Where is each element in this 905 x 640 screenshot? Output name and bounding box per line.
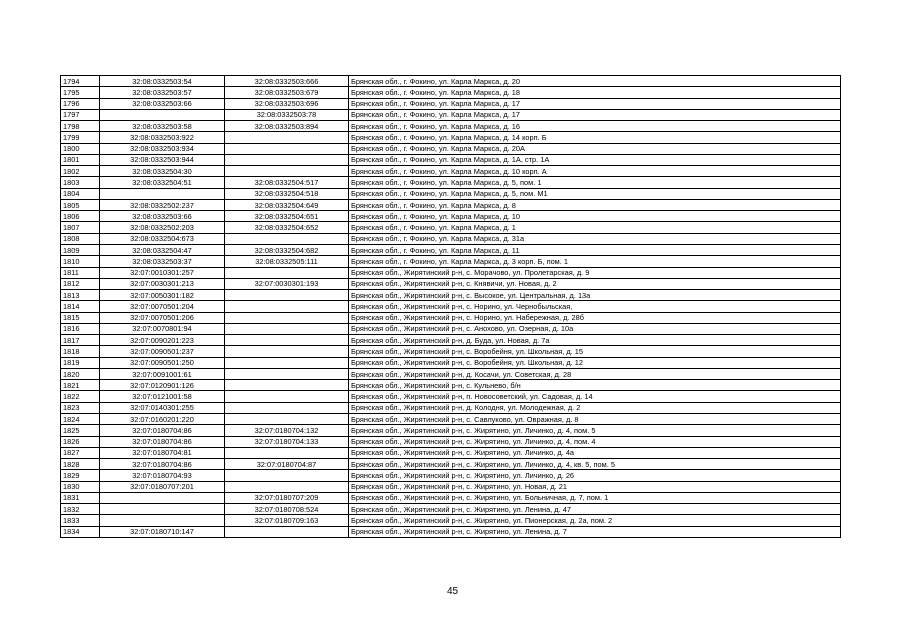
row-number-cell: 1801 <box>61 154 100 165</box>
row-number-cell: 1831 <box>61 492 100 503</box>
address-cell: Брянская обл., Жирятинский р-н, с. Морачово, ул. Пролетарская, д. 9 <box>349 267 841 278</box>
row-number-cell: 1804 <box>61 188 100 199</box>
land-cadastral-number-cell: 32:08:0332504:673 <box>100 233 225 244</box>
address-cell: Брянская обл., Жирятинский р-н, п. Новосоветский, ул. Садовая, д. 14 <box>349 391 841 402</box>
land-cadastral-number-cell: 32:08:0332503:934 <box>100 143 225 154</box>
land-cadastral-number-cell: 32:07:0070801:94 <box>100 323 225 334</box>
object-cadastral-number-cell <box>225 357 349 368</box>
object-cadastral-number-cell: 32:08:0332504:682 <box>225 244 349 255</box>
address-cell: Брянская обл., Жирятинский р-н, с. Жирятино, ул. Личинко, д. 4а <box>349 447 841 458</box>
row-number-cell: 1814 <box>61 301 100 312</box>
address-cell: Брянская обл., г. Фокино, ул. Карла Маркса, д. 17 <box>349 98 841 109</box>
table-row <box>61 447 841 458</box>
address-cell: Брянская обл., Жирятинский р-н, с. Норино, ул. Набережная, д. 28б <box>349 312 841 323</box>
row-number-cell: 1819 <box>61 357 100 368</box>
object-cadastral-number-cell: 32:07:0180704:133 <box>225 436 349 447</box>
land-cadastral-number-cell: 32:08:0332503:944 <box>100 154 225 165</box>
land-cadastral-number-cell: 32:08:0332503:54 <box>100 76 225 87</box>
object-cadastral-number-cell: 32:08:0332503:666 <box>225 76 349 87</box>
address-cell: Брянская обл., г. Фокино, ул. Карла Маркса, д. 5, пом. М1 <box>349 188 841 199</box>
table-row <box>61 278 841 289</box>
page-number: 45 <box>446 586 459 597</box>
row-number-cell: 1799 <box>61 132 100 143</box>
table-row <box>61 391 841 402</box>
row-number-cell: 1817 <box>61 335 100 346</box>
object-cadastral-number-cell: 32:08:0332504:649 <box>225 199 349 210</box>
address-cell: Брянская обл., Жирятинский р-н, с. Жирятино, ул. Ленина, д. 7 <box>349 526 841 537</box>
land-cadastral-number-cell: 32:08:0332503:66 <box>100 98 225 109</box>
table-row <box>61 481 841 492</box>
address-cell: Брянская обл., Жирятинский р-н, с. Княвичи, ул. Новая, д. 2 <box>349 278 841 289</box>
table-row <box>61 166 841 177</box>
land-cadastral-number-cell <box>100 109 225 120</box>
table-row <box>61 177 841 188</box>
land-cadastral-number-cell: 32:07:0090501:237 <box>100 346 225 357</box>
row-number-cell: 1832 <box>61 504 100 515</box>
land-cadastral-number-cell: 32:08:0332502:203 <box>100 222 225 233</box>
address-cell: Брянская обл., г. Фокино, ул. Карла Маркса, д. 20А <box>349 143 841 154</box>
row-number-cell: 1833 <box>61 515 100 526</box>
row-number-cell: 1795 <box>61 87 100 98</box>
table-row <box>61 504 841 515</box>
object-cadastral-number-cell <box>225 380 349 391</box>
land-cadastral-number-cell: 32:08:0332504:51 <box>100 177 225 188</box>
address-cell: Брянская обл., г. Фокино, ул. Карла Маркса, д. 14 корп. Б <box>349 132 841 143</box>
row-number-cell: 1826 <box>61 436 100 447</box>
address-cell: Брянская обл., Жирятинский р-н, с. Савлуково, ул. Овражная, д. 8 <box>349 413 841 424</box>
row-number-cell: 1813 <box>61 290 100 301</box>
address-cell: Брянская обл., Жирятинский р-н, с. Жирятино, ул. Больничная, д. 7, пом. 1 <box>349 492 841 503</box>
address-cell: Брянская обл., Жирятинский р-н, с. Жирятино, ул. Личинко, д. 26 <box>349 470 841 481</box>
table-row <box>61 76 841 87</box>
land-cadastral-number-cell: 32:07:0030301:213 <box>100 278 225 289</box>
land-cadastral-number-cell: 32:07:0180704:86 <box>100 425 225 436</box>
object-cadastral-number-cell <box>225 323 349 334</box>
table-row <box>61 256 841 267</box>
table-row <box>61 335 841 346</box>
address-cell: Брянская обл., г. Фокино, ул. Карла Маркса, д. 1 <box>349 222 841 233</box>
row-number-cell: 1815 <box>61 312 100 323</box>
land-cadastral-number-cell: 32:07:0160201:220 <box>100 413 225 424</box>
object-cadastral-number-cell <box>225 290 349 301</box>
row-number-cell: 1807 <box>61 222 100 233</box>
registry-table-body <box>61 76 841 538</box>
address-cell: Брянская обл., г. Фокино, ул. Карла Маркса, д. 5, пом. 1 <box>349 177 841 188</box>
object-cadastral-number-cell: 32:08:0332504:518 <box>225 188 349 199</box>
object-cadastral-number-cell: 32:07:0180704:87 <box>225 459 349 470</box>
table-row <box>61 357 841 368</box>
table-row <box>61 312 841 323</box>
row-number-cell: 1806 <box>61 211 100 222</box>
object-cadastral-number-cell <box>225 267 349 278</box>
table-row <box>61 244 841 255</box>
row-number-cell: 1810 <box>61 256 100 267</box>
table-row <box>61 98 841 109</box>
row-number-cell: 1812 <box>61 278 100 289</box>
row-number-cell: 1824 <box>61 413 100 424</box>
land-cadastral-number-cell: 32:08:0332502:237 <box>100 199 225 210</box>
object-cadastral-number-cell <box>225 413 349 424</box>
land-cadastral-number-cell: 32:08:0332503:58 <box>100 121 225 132</box>
address-cell: Брянская обл., г. Фокино, ул. Карла Маркса, д. 10 корп. А <box>349 166 841 177</box>
land-cadastral-number-cell: 32:07:0120901:126 <box>100 380 225 391</box>
land-cadastral-number-cell: 32:07:0140301:255 <box>100 402 225 413</box>
table-row <box>61 87 841 98</box>
row-number-cell: 1808 <box>61 233 100 244</box>
object-cadastral-number-cell: 32:08:0332504:652 <box>225 222 349 233</box>
row-number-cell: 1796 <box>61 98 100 109</box>
land-cadastral-number-cell: 32:07:0180704:93 <box>100 470 225 481</box>
object-cadastral-number-cell: 32:08:0332504:651 <box>225 211 349 222</box>
object-cadastral-number-cell: 32:08:0332503:894 <box>225 121 349 132</box>
object-cadastral-number-cell: 32:08:0332503:696 <box>225 98 349 109</box>
land-cadastral-number-cell: 32:07:0180704:86 <box>100 459 225 470</box>
object-cadastral-number-cell: 32:07:0180707:209 <box>225 492 349 503</box>
registry-table <box>60 75 841 538</box>
table-row <box>61 199 841 210</box>
land-cadastral-number-cell: 32:07:0180704:86 <box>100 436 225 447</box>
land-cadastral-number-cell: 32:08:0332503:922 <box>100 132 225 143</box>
table-row <box>61 267 841 278</box>
address-cell: Брянская обл., г. Фокино, ул. Карла Маркса, д. 8 <box>349 199 841 210</box>
row-number-cell: 1834 <box>61 526 100 537</box>
row-number-cell: 1829 <box>61 470 100 481</box>
address-cell: Брянская обл., Жирятинский р-н, д. Буда, ул. Новая, д. 7а <box>349 335 841 346</box>
table-row <box>61 143 841 154</box>
table-row <box>61 346 841 357</box>
address-cell: Брянская обл., г. Фокино, ул. Карла Маркса, д. 16 <box>349 121 841 132</box>
object-cadastral-number-cell <box>225 470 349 481</box>
table-row <box>61 323 841 334</box>
table-row <box>61 492 841 503</box>
object-cadastral-number-cell <box>225 481 349 492</box>
table-row <box>61 436 841 447</box>
land-cadastral-number-cell <box>100 515 225 526</box>
table-row <box>61 459 841 470</box>
address-cell: Брянская обл., Жирятинский р-н, д. Колодня, ул. Молодежная, д. 2 <box>349 402 841 413</box>
address-cell: Брянская обл., г. Фокино, ул. Карла Маркса, д. 31а <box>349 233 841 244</box>
land-cadastral-number-cell: 32:08:0332503:37 <box>100 256 225 267</box>
table-row <box>61 211 841 222</box>
row-number-cell: 1820 <box>61 368 100 379</box>
object-cadastral-number-cell <box>225 312 349 323</box>
row-number-cell: 1828 <box>61 459 100 470</box>
land-cadastral-number-cell <box>100 188 225 199</box>
object-cadastral-number-cell: 32:07:0180704:132 <box>225 425 349 436</box>
land-cadastral-number-cell: 32:08:0332503:57 <box>100 87 225 98</box>
table-row <box>61 413 841 424</box>
address-cell: Брянская обл., г. Фокино, ул. Карла Маркса, д. 20 <box>349 76 841 87</box>
row-number-cell: 1800 <box>61 143 100 154</box>
table-row <box>61 121 841 132</box>
address-cell: Брянская обл., Жирятинский р-н, с. Жирятино, ул. Пионерская, д. 2а, пом. 2 <box>349 515 841 526</box>
table-row <box>61 290 841 301</box>
object-cadastral-number-cell <box>225 301 349 312</box>
object-cadastral-number-cell <box>225 143 349 154</box>
address-cell: Брянская обл., Жирятинский р-н, с. Жирятино, ул. Личинко, д. 4, пом. 4 <box>349 436 841 447</box>
address-cell: Брянская обл., г. Фокино, ул. Карла Маркса, д. 3 корп. Б, пом. 1 <box>349 256 841 267</box>
land-cadastral-number-cell <box>100 504 225 515</box>
land-cadastral-number-cell: 32:07:0180704:81 <box>100 447 225 458</box>
table-row <box>61 222 841 233</box>
object-cadastral-number-cell: 32:07:0030301:193 <box>225 278 349 289</box>
address-cell: Брянская обл., Жирятинский р-н, с. Анохово, ул. Озерная, д. 10а <box>349 323 841 334</box>
object-cadastral-number-cell <box>225 526 349 537</box>
table-row <box>61 233 841 244</box>
row-number-cell: 1827 <box>61 447 100 458</box>
row-number-cell: 1794 <box>61 76 100 87</box>
address-cell: Брянская обл., Жирятинский р-н, с. Жирятино, ул. Личинко, д. 4, пом. 5 <box>349 425 841 436</box>
land-cadastral-number-cell: 32:07:0180710:147 <box>100 526 225 537</box>
table-row <box>61 301 841 312</box>
row-number-cell: 1821 <box>61 380 100 391</box>
table-row <box>61 154 841 165</box>
table-row <box>61 188 841 199</box>
row-number-cell: 1798 <box>61 121 100 132</box>
row-number-cell: 1825 <box>61 425 100 436</box>
row-number-cell: 1805 <box>61 199 100 210</box>
object-cadastral-number-cell: 32:08:0332504:517 <box>225 177 349 188</box>
table-row <box>61 132 841 143</box>
address-cell: Брянская обл., г. Фокино, ул. Карла Маркса, д. 18 <box>349 87 841 98</box>
object-cadastral-number-cell: 32:08:0332505:111 <box>225 256 349 267</box>
address-cell: Брянская обл., Жирятинский р-н, с. Кульнево, б/н <box>349 380 841 391</box>
address-cell: Брянская обл., Жирятинский р-н, с. Жирятино, ул. Новая, д. 21 <box>349 481 841 492</box>
address-cell: Брянская обл., Жирятинский р-н, с. Воробейня, ул. Школьная, д. 15 <box>349 346 841 357</box>
address-cell: Брянская обл., Жирятинский р-н, д. Косачи, ул. Советская, д. 28 <box>349 368 841 379</box>
address-cell: Брянская обл., Жирятинский р-н, с. Норино, ул. Чернобыльская, <box>349 301 841 312</box>
row-number-cell: 1816 <box>61 323 100 334</box>
row-number-cell: 1822 <box>61 391 100 402</box>
land-cadastral-number-cell: 32:07:0070501:206 <box>100 312 225 323</box>
row-number-cell: 1803 <box>61 177 100 188</box>
object-cadastral-number-cell <box>225 346 349 357</box>
table-row <box>61 470 841 481</box>
land-cadastral-number-cell: 32:07:0050301:182 <box>100 290 225 301</box>
address-cell: Брянская обл., Жирятинский р-н, с. Воробейня, ул. Школьная, д. 12 <box>349 357 841 368</box>
object-cadastral-number-cell <box>225 233 349 244</box>
land-cadastral-number-cell: 32:07:0010301:257 <box>100 267 225 278</box>
table-row <box>61 368 841 379</box>
table-row <box>61 515 841 526</box>
row-number-cell: 1797 <box>61 109 100 120</box>
address-cell: Брянская обл., г. Фокино, ул. Карла Маркса, д. 1А, стр. 1А <box>349 154 841 165</box>
address-cell: Брянская обл., г. Фокино, ул. Карла Маркса, д. 17 <box>349 109 841 120</box>
land-cadastral-number-cell: 32:08:0332504:30 <box>100 166 225 177</box>
land-cadastral-number-cell: 32:07:0180707:201 <box>100 481 225 492</box>
land-cadastral-number-cell: 32:07:0070501:204 <box>100 301 225 312</box>
object-cadastral-number-cell <box>225 391 349 402</box>
land-cadastral-number-cell: 32:08:0332503:66 <box>100 211 225 222</box>
land-cadastral-number-cell: 32:07:0091001:61 <box>100 368 225 379</box>
object-cadastral-number-cell: 32:08:0332503:679 <box>225 87 349 98</box>
object-cadastral-number-cell <box>225 402 349 413</box>
address-cell: Брянская обл., г. Фокино, ул. Карла Маркса, д. 11 <box>349 244 841 255</box>
object-cadastral-number-cell <box>225 335 349 346</box>
address-cell: Брянская обл., Жирятинский р-н, с. Жирятино, ул. Личинко, д. 4, кв. 5, пом. 5 <box>349 459 841 470</box>
table-row <box>61 109 841 120</box>
object-cadastral-number-cell <box>225 132 349 143</box>
row-number-cell: 1809 <box>61 244 100 255</box>
object-cadastral-number-cell <box>225 154 349 165</box>
row-number-cell: 1823 <box>61 402 100 413</box>
object-cadastral-number-cell: 32:07:0180709:163 <box>225 515 349 526</box>
object-cadastral-number-cell: 32:08:0332503:78 <box>225 109 349 120</box>
land-cadastral-number-cell: 32:07:0121001:58 <box>100 391 225 402</box>
row-number-cell: 1811 <box>61 267 100 278</box>
land-cadastral-number-cell <box>100 492 225 503</box>
table-row <box>61 526 841 537</box>
object-cadastral-number-cell: 32:07:0180708:524 <box>225 504 349 515</box>
row-number-cell: 1818 <box>61 346 100 357</box>
land-cadastral-number-cell: 32:07:0090201:223 <box>100 335 225 346</box>
table-row <box>61 402 841 413</box>
address-cell: Брянская обл., Жирятинский р-н, с. Жирятино, ул. Ленина, д. 47 <box>349 504 841 515</box>
table-row <box>61 380 841 391</box>
address-cell: Брянская обл., Жирятинский р-н, с. Высокое, ул. Центральная, д. 13а <box>349 290 841 301</box>
object-cadastral-number-cell <box>225 166 349 177</box>
row-number-cell: 1802 <box>61 166 100 177</box>
land-cadastral-number-cell: 32:08:0332504:47 <box>100 244 225 255</box>
row-number-cell: 1830 <box>61 481 100 492</box>
table-row <box>61 425 841 436</box>
object-cadastral-number-cell <box>225 447 349 458</box>
land-cadastral-number-cell: 32:07:0090501:250 <box>100 357 225 368</box>
address-cell: Брянская обл., г. Фокино, ул. Карла Маркса, д. 10 <box>349 211 841 222</box>
object-cadastral-number-cell <box>225 368 349 379</box>
